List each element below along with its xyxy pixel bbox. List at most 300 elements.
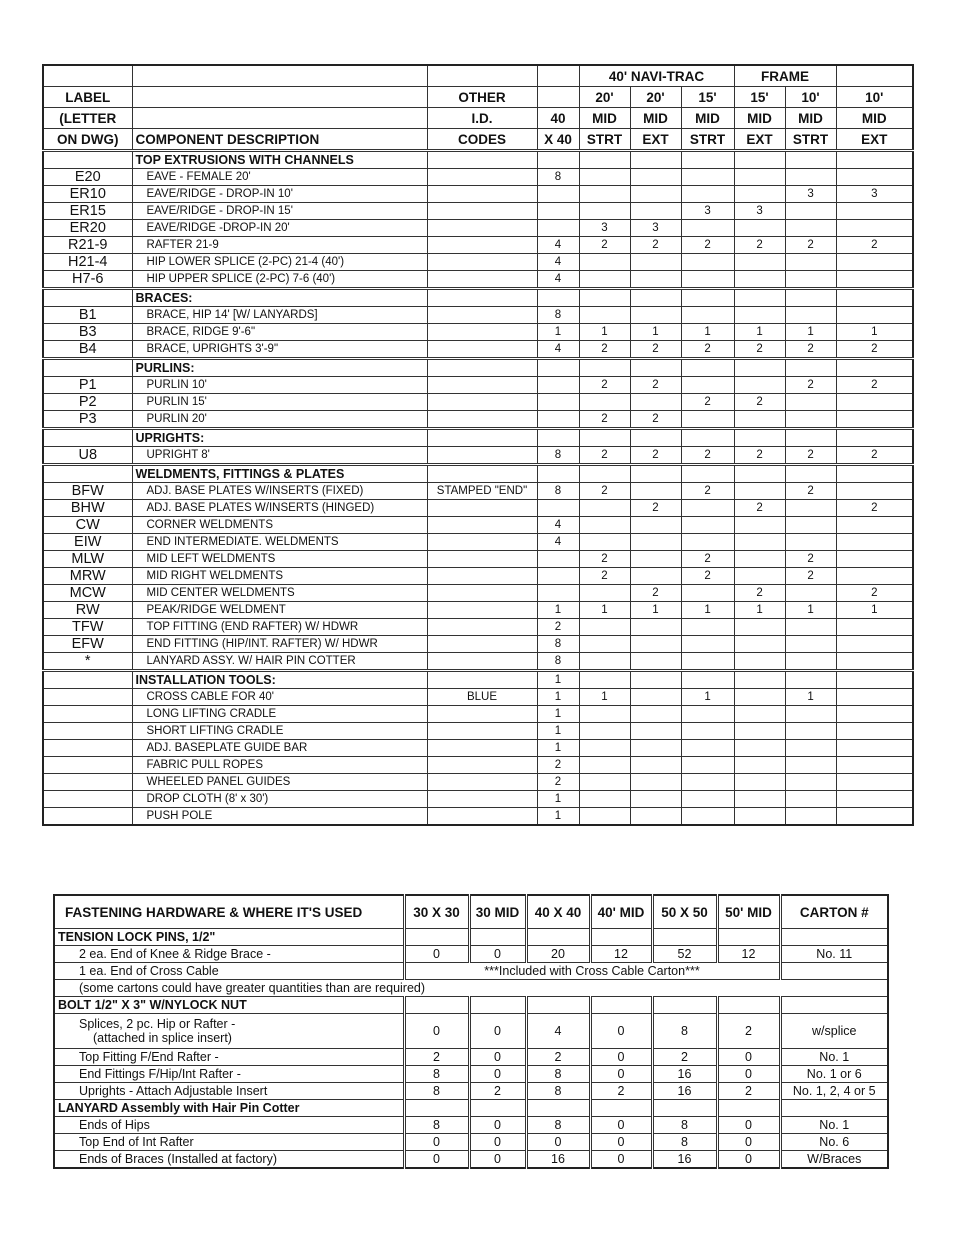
qty-cell [734,465,785,483]
qty-cell [537,568,579,585]
components-table [42,64,914,826]
table-row [43,585,913,602]
table-row [43,774,913,791]
table-cell [404,997,469,1014]
qty-cell [630,689,681,706]
qty-cell: 1 [537,808,579,826]
qty-cell [785,757,836,774]
qty-cell [579,203,630,220]
qty-cell: 0 [590,1049,652,1066]
header-cell: 50' MID [717,895,780,929]
table-row [54,1134,888,1151]
qty-cell: 16 [652,1066,717,1083]
qty-cell [630,271,681,289]
table-row [43,341,913,359]
section-row [43,359,913,377]
qty-cell: 3 [836,186,913,203]
header-cell: EXT [836,129,913,151]
carton-cell: No. 11 [780,946,888,963]
qty-cell [537,500,579,517]
qty-cell: 2 [681,237,734,254]
table-row [43,551,913,568]
qty-cell: 0 [404,946,469,963]
code-cell: BLUE [427,689,537,706]
qty-cell [681,465,734,483]
qty-cell [630,791,681,808]
qty-cell [836,307,913,324]
qty-cell: 2 [836,237,913,254]
qty-cell: 2 [652,1049,717,1066]
qty-cell [836,723,913,740]
table-row [43,517,913,534]
qty-cell [537,151,579,169]
table-cell [404,1100,469,1117]
qty-cell [836,791,913,808]
qty-cell [630,757,681,774]
description-cell: CROSS CABLE FOR 40' [132,689,427,706]
table-cell [590,1100,652,1117]
qty-cell [579,723,630,740]
code-cell [427,203,537,220]
qty-cell: 8 [526,1083,590,1100]
qty-cell: 2 [836,447,913,465]
qty-cell [681,808,734,826]
item-text: Uprights - Attach Adjustable Insert [79,1084,268,1098]
qty-cell [836,394,913,411]
description-cell: DROP CLOTH (8' x 30') [132,791,427,808]
qty-cell [785,359,836,377]
header-group-frame: FRAME [734,65,836,87]
qty-cell [681,791,734,808]
qty-cell [537,411,579,429]
qty-cell: 8 [652,1117,717,1134]
qty-cell: 1 [630,602,681,619]
label-cell: MRW [43,568,132,585]
description-cell: SHORT LIFTING CRADLE [132,723,427,740]
qty-cell [681,723,734,740]
qty-cell: 3 [734,203,785,220]
carton-cell: No. 1 or 6 [780,1066,888,1083]
header-cell: MID [681,108,734,129]
qty-cell [579,465,630,483]
table-row [43,186,913,203]
qty-cell: 2 [836,585,913,602]
qty-cell: 12 [717,946,780,963]
header-cell [427,65,537,87]
qty-cell [734,653,785,671]
qty-cell: 8 [537,447,579,465]
qty-cell: 8 [404,1117,469,1134]
qty-cell [681,671,734,689]
label-cell [43,689,132,706]
item-cell [54,1083,404,1100]
qty-cell: 3 [681,203,734,220]
qty-cell: 2 [404,1049,469,1066]
description-cell: BRACE, HIP 14' [W/ LANYARDS] [132,307,427,324]
description-cell: PURLIN 10' [132,377,427,394]
item-cell [54,1134,404,1151]
qty-cell: 8 [526,1117,590,1134]
table-cell [652,929,717,946]
code-cell [427,377,537,394]
qty-cell [785,429,836,447]
table-row [43,568,913,585]
table-cell [652,1100,717,1117]
qty-cell [681,534,734,551]
qty-cell [734,534,785,551]
qty-cell: 2 [469,1083,526,1100]
label-cell [43,774,132,791]
qty-cell: 1 [537,740,579,757]
table-row [43,377,913,394]
qty-cell [734,706,785,723]
qty-cell [785,220,836,237]
label-cell: ER20 [43,220,132,237]
code-cell [427,636,537,653]
header-cell: ON DWG) [43,129,132,151]
qty-cell [836,619,913,636]
item-text: Splices, 2 pc. Hip or Rafter - [79,1017,236,1031]
qty-cell [836,568,913,585]
qty-cell [785,706,836,723]
header-row [43,108,913,129]
table-row [43,619,913,636]
description-cell: LONG LIFTING CRADLE [132,706,427,723]
qty-cell [630,551,681,568]
code-cell [427,186,537,203]
qty-cell [630,619,681,636]
qty-cell: 2 [785,483,836,500]
qty-cell [785,271,836,289]
qty-cell [537,585,579,602]
qty-cell: 2 [579,237,630,254]
qty-cell [734,791,785,808]
table-row [54,1117,888,1134]
qty-cell [734,254,785,271]
code-cell [427,517,537,534]
qty-cell [681,307,734,324]
item-text: Top Fitting F/End Rafter - [79,1050,219,1064]
table-row [43,483,913,500]
code-cell [427,465,537,483]
description-cell: MID LEFT WELDMENTS [132,551,427,568]
qty-cell: 0 [590,1066,652,1083]
code-cell [427,429,537,447]
table-row [43,500,913,517]
label-cell [43,791,132,808]
header-cell: 50 X 50 [652,895,717,929]
qty-cell [537,220,579,237]
qty-cell [681,757,734,774]
header-cell: MID [630,108,681,129]
qty-cell: 8 [537,169,579,186]
table-row [54,1066,888,1083]
qty-cell: 2 [717,1014,780,1049]
label-cell [43,706,132,723]
label-cell: CW [43,517,132,534]
code-cell: STAMPED "END" [427,483,537,500]
header-cell: 20' [579,87,630,108]
qty-cell: 2 [836,377,913,394]
qty-cell: 8 [537,653,579,671]
qty-cell: 2 [590,1083,652,1100]
section-title: BRACES: [132,289,427,307]
header-cell: STRT [579,129,630,151]
qty-cell [681,254,734,271]
table-row [43,706,913,723]
qty-cell: 2 [785,377,836,394]
description-cell: MID CENTER WELDMENTS [132,585,427,602]
qty-cell [734,551,785,568]
item-cell [54,1117,404,1134]
section-title: WELDMENTS, FITTINGS & PLATES [132,465,427,483]
table-row [43,169,913,186]
qty-cell: 2 [537,757,579,774]
qty-cell [630,465,681,483]
code-cell [427,169,537,186]
qty-cell [537,186,579,203]
qty-cell: 0 [717,1151,780,1169]
header-cell: X 40 [537,129,579,151]
table-cell [526,1100,590,1117]
qty-cell: 2 [537,774,579,791]
label-cell: BHW [43,500,132,517]
header-cell: LABEL [43,87,132,108]
qty-cell [734,723,785,740]
qty-cell [579,289,630,307]
label-cell [43,151,132,169]
qty-cell [630,671,681,689]
header-cell [836,65,913,87]
qty-cell: 2 [681,447,734,465]
section-row [43,671,913,689]
code-cell [427,619,537,636]
qty-cell: 0 [469,1066,526,1083]
label-cell: B1 [43,307,132,324]
label-cell: TFW [43,619,132,636]
qty-cell [734,517,785,534]
description-cell: HIP LOWER SPLICE (2-PC) 21-4 (40') [132,254,427,271]
qty-cell: 3 [630,220,681,237]
table-cell [590,997,652,1014]
qty-cell [630,289,681,307]
qty-cell: 1 [537,689,579,706]
qty-cell [836,689,913,706]
qty-cell [734,689,785,706]
qty-cell: 0 [590,1151,652,1169]
code-cell [427,671,537,689]
description-cell: CORNER WELDMENTS [132,517,427,534]
qty-cell: 0 [590,1014,652,1049]
table-cell [469,929,526,946]
table-cell [590,929,652,946]
qty-cell: 1 [579,324,630,341]
qty-cell [785,203,836,220]
qty-cell [579,394,630,411]
qty-cell: 3 [579,220,630,237]
description-cell: END FITTING (HIP/INT. RAFTER) W/ HDWR [132,636,427,653]
qty-cell: 1 [785,602,836,619]
qty-cell [630,636,681,653]
description-cell: PUSH POLE [132,808,427,826]
qty-cell [579,757,630,774]
description-cell: BRACE, UPRIGHTS 3'-9" [132,341,427,359]
qty-cell [734,568,785,585]
qty-cell [579,636,630,653]
qty-cell: 2 [630,411,681,429]
qty-cell [785,808,836,826]
label-cell: EFW [43,636,132,653]
qty-cell [836,671,913,689]
qty-cell: 0 [469,1151,526,1169]
label-cell: E20 [43,169,132,186]
label-cell: P3 [43,411,132,429]
qty-cell [734,411,785,429]
qty-cell [630,307,681,324]
qty-cell [630,186,681,203]
table-row [43,307,913,324]
table-row [54,1083,888,1100]
qty-cell [785,394,836,411]
qty-cell: 0 [469,1014,526,1049]
qty-cell: 0 [526,1134,590,1151]
label-cell [43,808,132,826]
table-cell [526,997,590,1014]
item-cell [54,963,404,980]
qty-cell [734,289,785,307]
table-row [43,636,913,653]
qty-cell [734,307,785,324]
qty-cell: 2 [785,341,836,359]
description-cell: PEAK/RIDGE WELDMENT [132,602,427,619]
qty-cell [785,723,836,740]
table-row [43,254,913,271]
code-cell [427,602,537,619]
header-cell: 20' [630,87,681,108]
section-row [43,151,913,169]
carton-cell: W/Braces [780,1151,888,1169]
qty-cell [734,429,785,447]
qty-cell [785,169,836,186]
qty-cell [579,307,630,324]
code-cell [427,808,537,826]
qty-cell [734,151,785,169]
qty-cell [785,517,836,534]
header-cell: 40 [537,108,579,129]
description-cell: WHEELED PANEL GUIDES [132,774,427,791]
code-cell [427,254,537,271]
qty-cell: 2 [785,568,836,585]
qty-cell [734,671,785,689]
qty-cell [537,465,579,483]
description-cell: EAVE/RIDGE -DROP-IN 20' [132,220,427,237]
qty-cell: 2 [734,447,785,465]
qty-cell [836,534,913,551]
description-cell: LANYARD ASSY. W/ HAIR PIN COTTER [132,653,427,671]
qty-cell: 4 [537,517,579,534]
header-cell [537,65,579,87]
table-row [43,324,913,341]
table-row [54,946,888,963]
qty-cell [681,653,734,671]
qty-cell: 1 [836,602,913,619]
qty-cell: 8 [404,1066,469,1083]
qty-cell: 4 [537,534,579,551]
label-cell [43,465,132,483]
description-cell: BRACE, RIDGE 9'-6" [132,324,427,341]
qty-cell [836,254,913,271]
label-cell: BFW [43,483,132,500]
qty-cell: 2 [630,341,681,359]
qty-cell [681,429,734,447]
qty-cell: 0 [717,1134,780,1151]
qty-cell: 2 [579,483,630,500]
section-title: LANYARD Assembly with Hair Pin Cotter [54,1100,404,1117]
qty-cell [537,377,579,394]
item-cell: (some cartons could have greater quantities than are required) [54,980,888,997]
qty-cell [681,636,734,653]
table-row [43,534,913,551]
qty-cell [630,534,681,551]
qty-cell: 2 [717,1083,780,1100]
header-row [43,87,913,108]
qty-cell: 16 [652,1083,717,1100]
code-cell [427,324,537,341]
code-cell [427,585,537,602]
qty-cell [681,220,734,237]
qty-cell: 0 [469,946,526,963]
qty-cell: 8 [537,307,579,324]
qty-cell [734,359,785,377]
qty-cell [630,723,681,740]
qty-cell [785,411,836,429]
qty-cell [785,465,836,483]
qty-cell [630,429,681,447]
qty-cell: 4 [537,271,579,289]
qty-cell: 1 [537,324,579,341]
qty-cell [579,808,630,826]
header-cell [132,87,427,108]
item-text: 2 ea. End of Knee & Ridge Brace - [79,947,271,961]
qty-cell: 4 [537,341,579,359]
qty-cell [630,774,681,791]
header-cell: 30 X 30 [404,895,469,929]
qty-cell [630,706,681,723]
qty-cell: 2 [681,341,734,359]
code-cell [427,151,537,169]
qty-cell: 1 [537,671,579,689]
qty-cell: 2 [681,394,734,411]
qty-cell: 1 [537,791,579,808]
label-cell: EIW [43,534,132,551]
qty-cell: 20 [526,946,590,963]
qty-cell [630,808,681,826]
label-cell: * [43,653,132,671]
item-cell [54,946,404,963]
qty-cell [785,774,836,791]
table-row [54,1049,888,1066]
qty-cell: 1 [537,602,579,619]
table-row [43,447,913,465]
qty-cell [836,465,913,483]
table-cell [717,997,780,1014]
qty-cell: 2 [630,237,681,254]
header-cell: 15' [734,87,785,108]
label-cell [43,359,132,377]
header-cell [537,87,579,108]
qty-cell [836,551,913,568]
qty-cell [681,500,734,517]
